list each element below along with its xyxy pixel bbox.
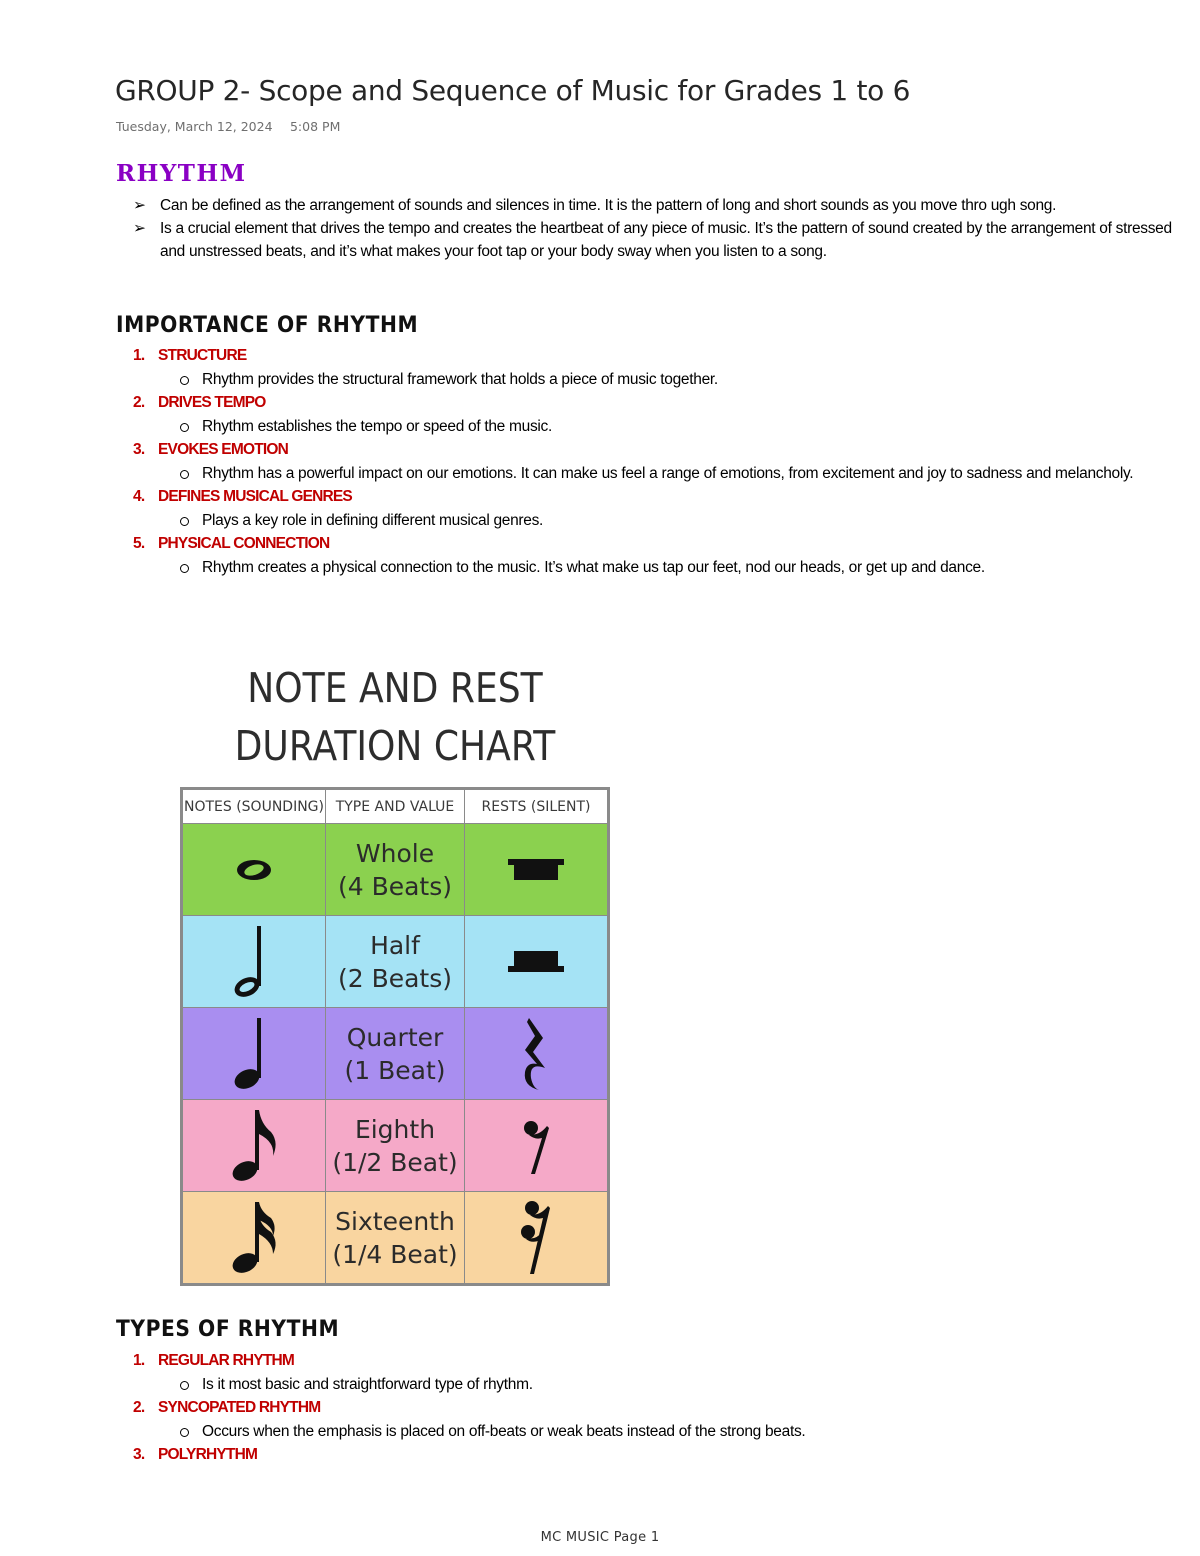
importance-heading: IMPORTANCE OF RHYTHM [116, 313, 419, 338]
rhythm-heading: RHYTHM [116, 160, 247, 187]
duration-label: Eighth (1/2 Beat) [326, 1100, 465, 1192]
column-header-type: TYPE AND VALUE [326, 790, 465, 824]
list-item-title: 1. STRUCTURE [133, 347, 247, 364]
list-item-title: 3. POLYRHYTHM [133, 1446, 258, 1463]
table-row [183, 824, 608, 916]
half-rest-icon [465, 916, 608, 1008]
page-title: GROUP 2- Scope and Sequence of Music for Grades 1 to 6 [115, 74, 911, 107]
eighth-rest-icon [465, 1100, 608, 1192]
column-header-rests: RESTS (SILENT) [465, 790, 608, 824]
duration-label: Quarter (1 Beat) [326, 1008, 465, 1100]
chart-title-line2: DURATION CHART [234, 722, 556, 770]
rhythm-bullets [133, 194, 1178, 263]
list-item-title: 2. DRIVES TEMPO [133, 394, 266, 411]
column-header-notes: NOTES (SOUNDING) [183, 790, 326, 824]
circle-bullet-icon [180, 517, 189, 526]
half-note-icon [183, 916, 326, 1008]
arrow-bullet-icon: ➢ [133, 197, 146, 214]
importance-list [133, 344, 1178, 579]
circle-bullet-icon [180, 376, 189, 385]
whole-rest-icon [465, 824, 608, 916]
arrow-bullet-icon: ➢ [133, 220, 146, 237]
table-row [183, 1100, 608, 1192]
sixteenth-note-icon [183, 1192, 326, 1284]
duration-chart [180, 787, 610, 1286]
table-row [183, 1192, 608, 1284]
page-footer: MC MUSIC Page 1 [540, 1530, 660, 1545]
circle-bullet-icon [180, 470, 189, 479]
duration-label: Sixteenth (1/4 Beat) [326, 1192, 465, 1284]
list-item-title: 2. SYNCOPATED RHYTHM [133, 1399, 321, 1416]
list-item-detail: Rhythm provides the structural framework that holds a piece of music together. [133, 368, 1178, 392]
page-meta [116, 119, 340, 134]
list-item-title: 1. REGULAR RHYTHM [133, 1352, 295, 1369]
circle-bullet-icon [180, 1381, 189, 1390]
quarter-note-icon [183, 1008, 326, 1100]
page-time: 5:08 PM [289, 119, 341, 134]
list-item-detail: Occurs when the emphasis is placed on off-beats or weak beats instead of the strong beats. [133, 1420, 1178, 1444]
eighth-note-icon [183, 1100, 326, 1192]
types-heading: TYPES OF RHYTHM [116, 1317, 340, 1342]
table-row [183, 1008, 608, 1100]
circle-bullet-icon [180, 1428, 189, 1437]
list-item-detail: Rhythm creates a physical connection to the music. It’s what make us tap our feet, nod our heads, or get up and dance. [133, 556, 1178, 580]
sixteenth-rest-icon [465, 1192, 608, 1284]
duration-label: Whole (4 Beats) [326, 824, 465, 916]
circle-bullet-icon [180, 423, 189, 432]
duration-label: Half (2 Beats) [326, 916, 465, 1008]
chart-title-line1: NOTE AND REST [247, 664, 543, 712]
table-row [183, 916, 608, 1008]
whole-note-icon [183, 824, 326, 916]
list-item-detail: Is it most basic and straightforward type of rhythm. [133, 1373, 1178, 1397]
types-list [133, 1349, 1178, 1467]
list-item-detail: Rhythm establishes the tempo or speed of the music. [133, 415, 1178, 439]
list-item: ➢ Is a crucial element that drives the tempo and creates the heartbeat of any piece of music. It’s the pattern of sound created by the arrangement of stressed and unstressed beats, and it’s what makes your foot tap or your body sway when you listen to a song. [133, 217, 1178, 263]
list-item-title: 4. DEFINES MUSICAL GENRES [133, 488, 352, 505]
list-item-detail: Plays a key role in defining different musical genres. [133, 509, 1178, 533]
list-item-title: 5. PHYSICAL CONNECTION [133, 535, 330, 552]
page-date: Tuesday, March 12, 2024 [116, 119, 273, 134]
circle-bullet-icon [180, 564, 189, 573]
quarter-rest-icon [465, 1008, 608, 1100]
list-item: ➢ Can be defined as the arrangement of sounds and silences in time. It is the pattern of long and short sounds as you move thro ugh song. [133, 194, 1178, 217]
list-item-detail: Rhythm has a powerful impact on our emotions. It can make us feel a range of emotions, from excitement and joy to sadness and melancholy. [133, 462, 1178, 486]
list-item-title: 3. EVOKES EMOTION [133, 441, 289, 458]
